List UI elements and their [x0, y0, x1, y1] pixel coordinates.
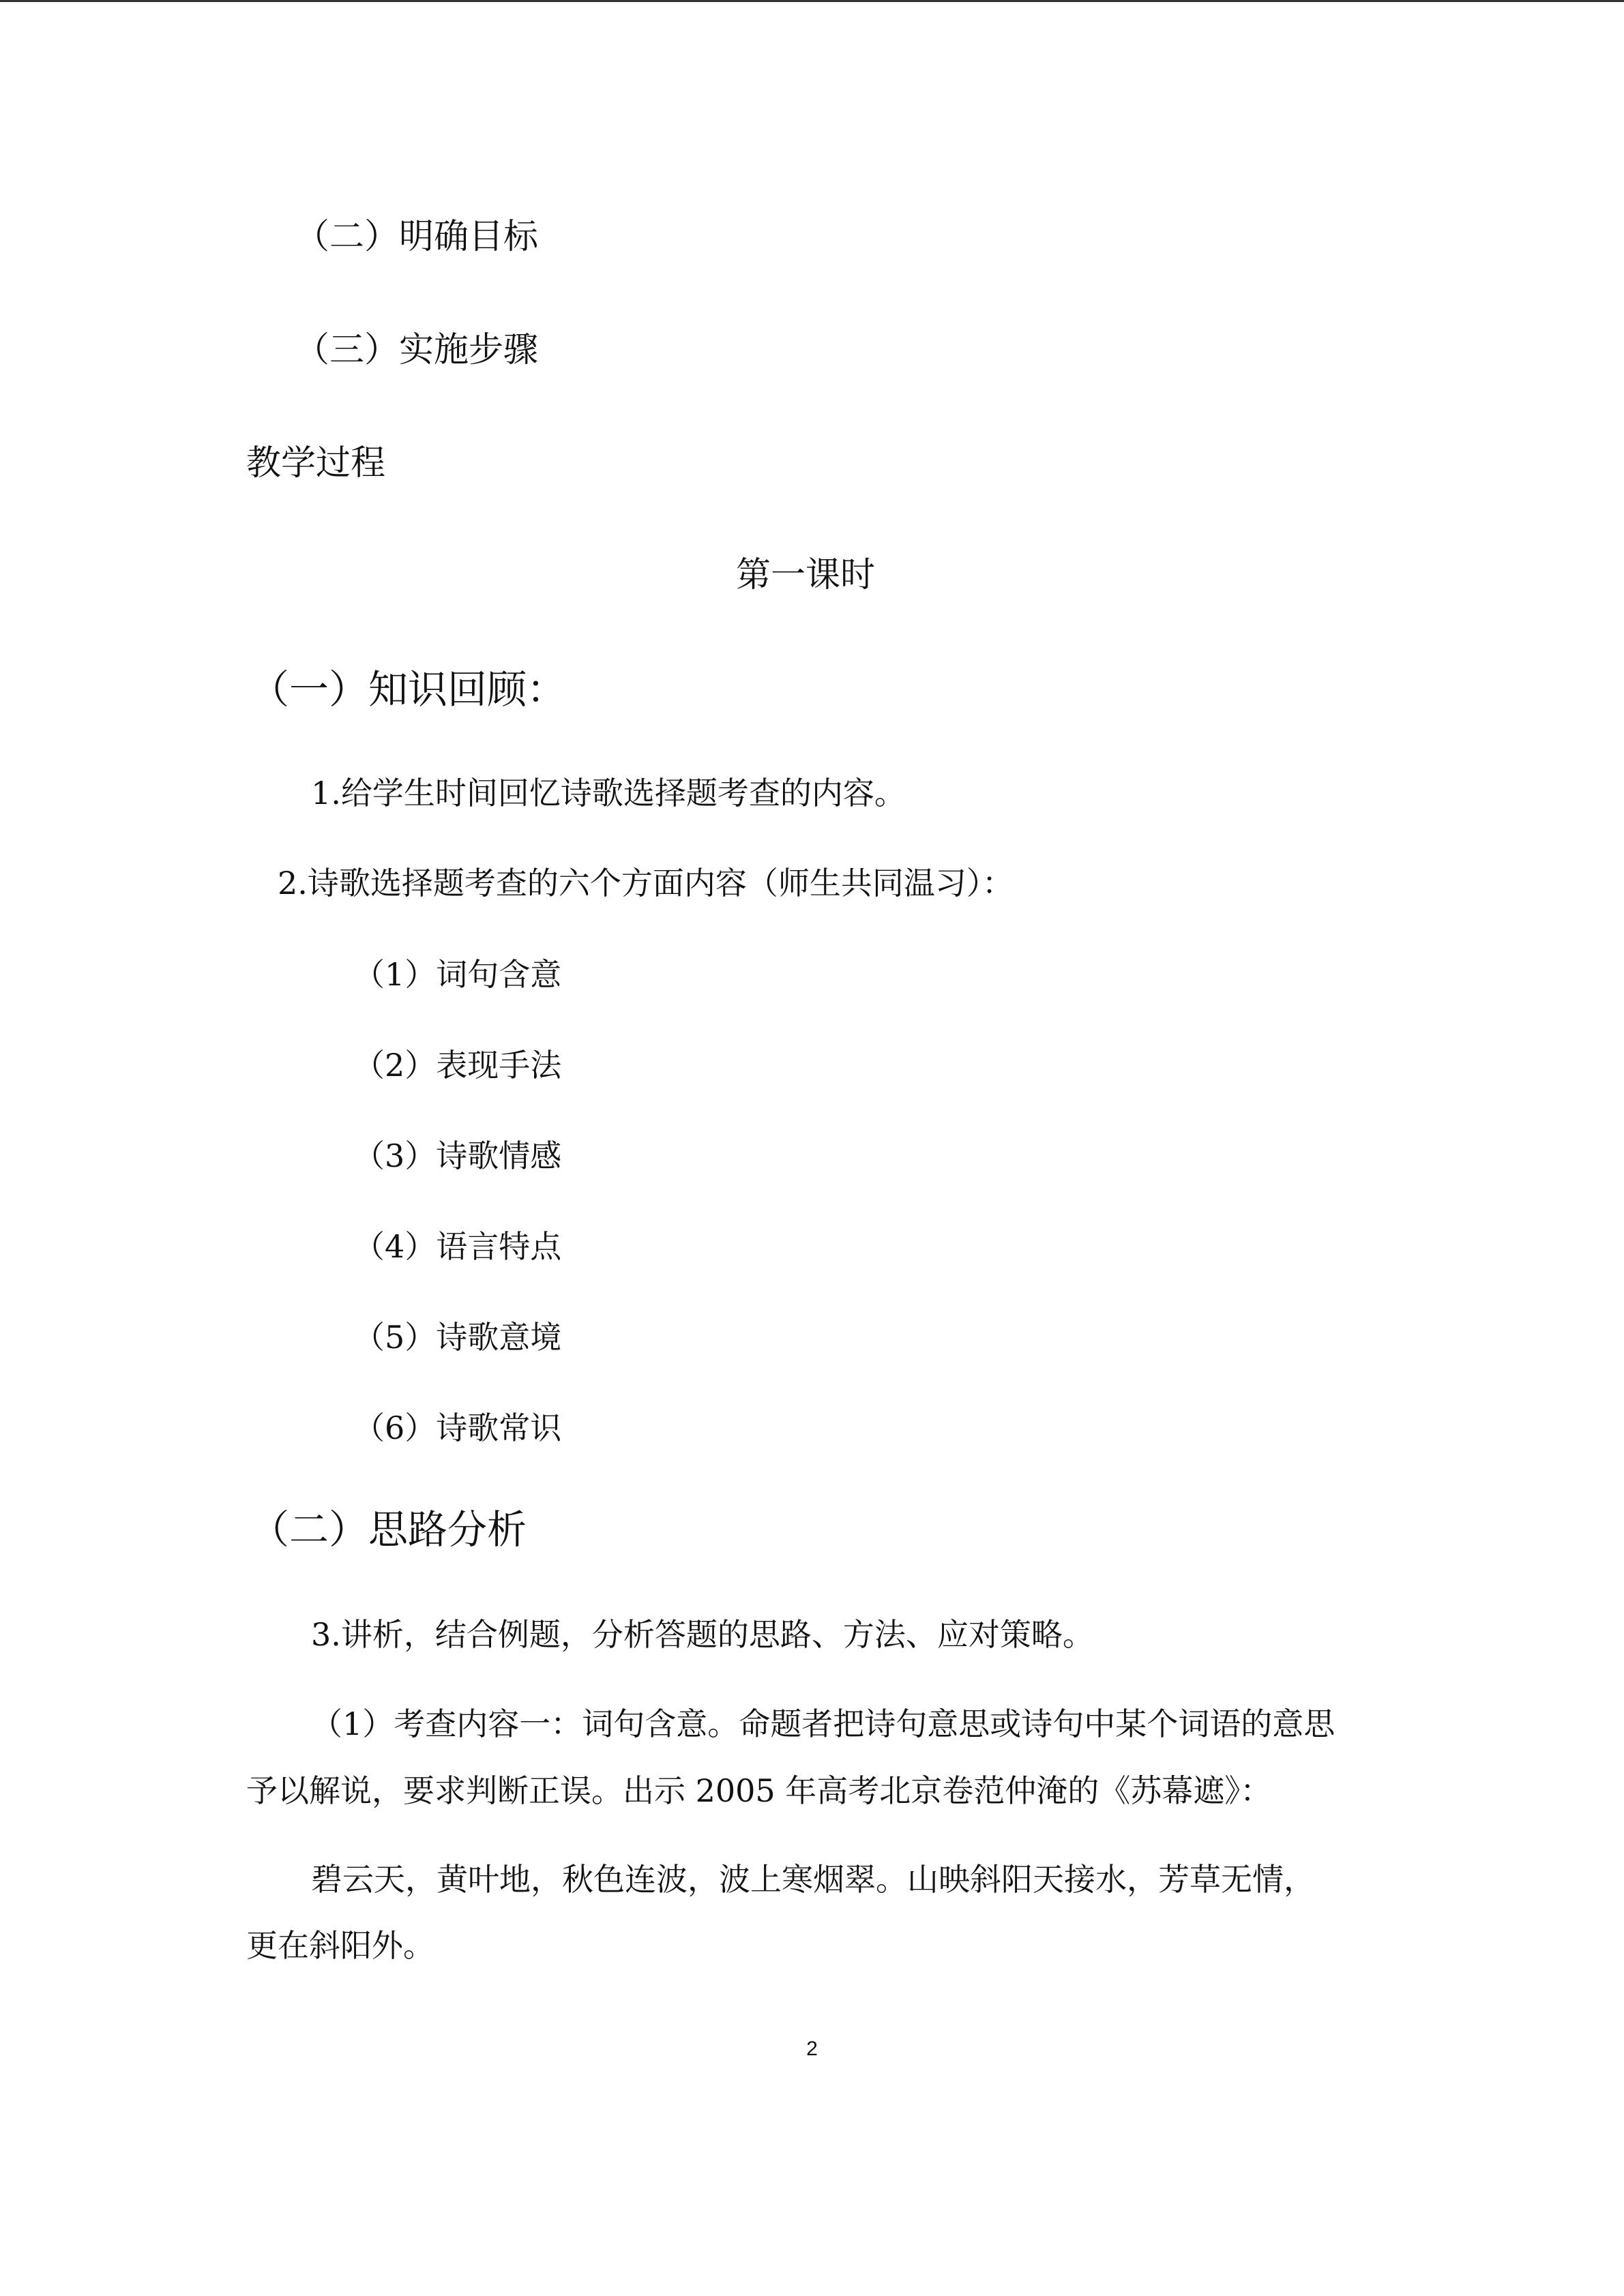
heading-first-lesson: 第一课时: [736, 555, 876, 595]
heading-teaching-process: 教学过程: [246, 443, 386, 483]
analysis-paragraph-1: 3.讲析，结合例题，分析答题的思路、方法、应对策略。: [311, 1616, 1094, 1653]
aspect-item-6: （6）诗歌常识: [353, 1410, 562, 1446]
review-item-1: 1.给学生时间回忆诗歌选择题考查的内容。: [311, 775, 906, 811]
poem-line-2: 更在斜阳外。: [246, 1927, 434, 1964]
section-thinking-analysis: （二）思路分析: [250, 1506, 527, 1553]
aspect-item-2: （2）表现手法: [353, 1047, 562, 1084]
heading-implementation-steps: （三）实施步骤: [295, 330, 539, 370]
review-item-2: 2.诗歌选择题考查的六个方面内容（师生共同温习）：: [278, 865, 1014, 901]
aspect-item-4: （4）语言特点: [353, 1228, 562, 1265]
analysis-paragraph-2-line-2: 予以解说，要求判断正误。出示 2005 年高考北京卷范仲淹的《苏幕遮》：: [246, 1772, 1272, 1809]
page-top-border: [0, 0, 1624, 2]
aspect-item-5: （5）诗歌意境: [353, 1319, 562, 1356]
section-knowledge-review: （一）知识回顾：: [250, 666, 567, 713]
page-number: 2: [806, 2038, 818, 2060]
aspect-item-1: （1）词句含意: [353, 956, 562, 993]
analysis-paragraph-2-line-1: （1）考查内容一：词句含意。命题者把诗句意思或诗句中某个词语的意思: [311, 1705, 1335, 1742]
poem-line-1: 碧云天，黄叶地，秋色连波，波上寒烟翠。山映斜阳天接水，芳草无情，: [311, 1861, 1315, 1898]
heading-clear-goals: （二）明确目标: [295, 217, 539, 257]
aspect-item-3: （3）诗歌情感: [353, 1137, 562, 1174]
